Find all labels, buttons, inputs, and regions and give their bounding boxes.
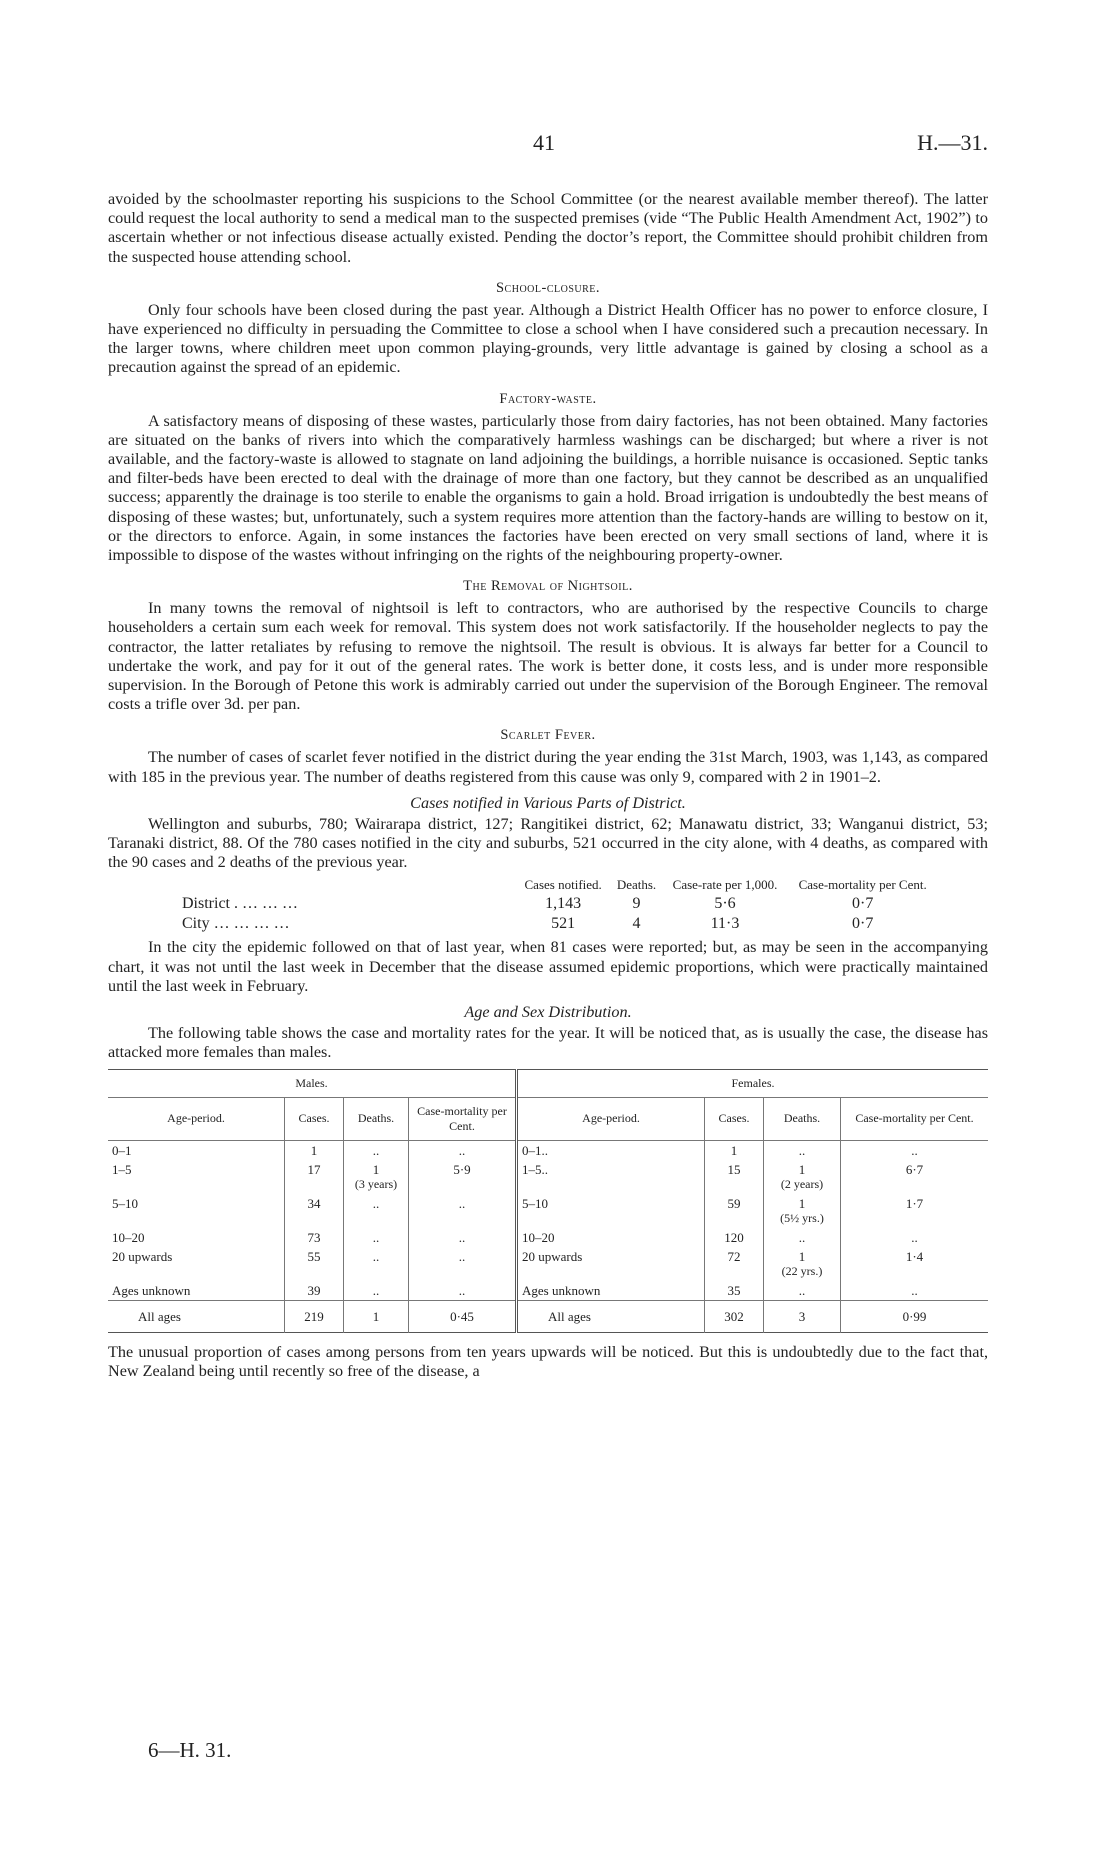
summary-deaths: 9 <box>632 895 641 913</box>
summary-header-rate: Case-rate per 1,000. <box>672 877 778 893</box>
female-age-period: All ages <box>517 1300 705 1332</box>
female-cases: 302 <box>705 1300 764 1332</box>
page-header <box>108 130 988 166</box>
table-row <box>108 1247 988 1281</box>
male-age-period: Ages unknown <box>112 1282 191 1298</box>
summary-cases: 521 <box>551 915 576 933</box>
male-deaths: .. <box>344 1228 409 1247</box>
females-header: Females. <box>517 1069 989 1097</box>
male-cases: 219 <box>285 1300 344 1332</box>
col-age-period: Age-period. <box>108 1097 285 1140</box>
summary-header-mortality: Case-mortality per Cent. <box>798 877 927 893</box>
male-age-period: 10–20 <box>112 1229 145 1245</box>
female-cases: 59 <box>705 1194 764 1228</box>
female-age-period: 5–10 <box>517 1194 705 1228</box>
age-sex-table <box>108 1069 988 1333</box>
male-cases: 73 <box>285 1228 344 1247</box>
female-deaths: 3 <box>764 1300 841 1332</box>
summary-row-label: District . … … … <box>182 895 298 913</box>
female-cases: 15 <box>705 1160 764 1194</box>
female-case-mortality: 6·7 <box>841 1160 989 1194</box>
summary-header-deaths: Deaths. <box>616 877 657 893</box>
table-row <box>108 1228 988 1247</box>
col-cases: Cases. <box>705 1097 764 1140</box>
section-heading-factory-waste: Factory-waste. <box>499 390 597 407</box>
col-deaths: Deaths. <box>344 1097 409 1140</box>
male-age-period: 20 upwards <box>112 1248 173 1264</box>
paragraph-cases-notified: Wellington and suburbs, 780; Wairarapa district, 127; Rangitikei district, 62; Manawatu district, 33; Wanganui district, 53; Taranaki district, 88. Of the 780 cases notified in the city and suburbs, 521 occurred in the city alone, with 4 deaths, as compared with the 90 cases and 2 deaths of the previous year. <box>108 814 988 872</box>
female-deaths: .. <box>764 1140 841 1160</box>
males-header: Males. <box>108 1069 517 1097</box>
paragraph-scarlet-fever: The number of cases of scarlet fever notified in the district during the year ending the 31st March, 1903, was 1,143, as compared with 185 in the previous year. The number of deaths registered from this cause was only 9, compared with 2 in 1901–2. <box>108 748 988 786</box>
summary-cases: 1,143 <box>545 895 582 913</box>
page-number: 41 <box>533 130 555 155</box>
table-row-total <box>108 1300 988 1332</box>
female-age-period: 10–20 <box>517 1228 705 1247</box>
summary-header-cases: Cases notified. <box>524 877 602 893</box>
summary-row-label: City … … … … <box>182 915 290 933</box>
female-deaths: 1 (2 years) <box>764 1160 841 1194</box>
table-row <box>108 1140 988 1160</box>
female-cases: 35 <box>705 1281 764 1301</box>
summary-header-blank <box>178 876 516 894</box>
table-row <box>178 914 938 934</box>
male-cases: 34 <box>285 1194 344 1228</box>
male-case-mortality: .. <box>409 1140 517 1160</box>
paragraph-nightsoil: In many towns the removal of nightsoil is left to contractors, who are authorised by the respective Councils to charge householders a certain sum each week for removal. This system does not work satisfactorily. If the householder neglects to pay the contractor, the latter retaliates by refusing to remove the nightsoil. The result is obvious. It is always far better for a Council to undertake the work, and pay for it out of the general rates. The work is better done, it costs less, and is under more responsible supervision. In the Borough of Petone this work is admirably carried out under the supervision of the Borough Engineer. The removal costs a trifle over 3d. per pan. <box>108 599 988 714</box>
summary-table <box>178 876 938 934</box>
female-age-period: 0–1.. <box>517 1140 705 1160</box>
summary-mortality: 0·7 <box>852 915 874 933</box>
paragraph-school-closure: Only four schools have been closed during the past year. Although a District Health Officer has no power to enforce closure, I have experienced no difficulty in persuading the Committee to close a school when I have considered such a precaution necessary. In the larger towns, where children meet upon common playing-grounds, very little advantage is gained by closing a school as a precaution against the spread of an epidemic. <box>108 300 988 377</box>
summary-mortality: 0·7 <box>852 895 874 913</box>
table-row <box>178 894 938 914</box>
female-cases: 72 <box>705 1247 764 1281</box>
male-cases: 17 <box>285 1160 344 1194</box>
subheading-age-sex: Age and Sex Distribution. <box>464 1003 632 1022</box>
female-cases: 1 <box>705 1140 764 1160</box>
col-age-period: Age-period. <box>517 1097 705 1140</box>
paragraph-age-sex: The following table shows the case and mortality rates for the year. It will be noticed that, as is usually the case, the disease has attacked more females than males. <box>108 1024 988 1062</box>
document-reference: H.—31. <box>917 130 988 155</box>
female-case-mortality: .. <box>841 1140 989 1160</box>
male-age-period: 5–10 <box>112 1195 138 1211</box>
col-deaths: Deaths. <box>764 1097 841 1140</box>
female-case-mortality: 1·4 <box>841 1247 989 1281</box>
female-deaths: 1 (22 yrs.) <box>764 1247 841 1281</box>
paragraph-factory-waste: A satisfactory means of disposing of these wastes, particularly those from dairy factories, has not been obtained. Many factories are situated on the banks of rivers into which the comparatively harmless washings can be discharged; but where a river is not available, and the factory-waste is allowed to stagnate on land adjoining the buildings, a horrible nuisance is occasioned. Septic tanks and filter-beds have been erected to deal with the drainage of more than one factory, but they cannot be described as an unqualified success; apparently the drainage is too sterile to enable the organisms to gain a hold. Broad irrigation is undoubtedly the best means of disposing of these wastes; but, unfortunately, such a system requires more attention than the factory-hands are willing to bestow on it, or the directors to enforce. Again, in some instances the factories have been erected on very small sections of land, where it is impossible to dispose of the wastes without infringing on the rights of the neighbouring property-owner. <box>108 411 988 565</box>
table-row <box>108 1160 988 1194</box>
male-deaths: 1 <box>344 1300 409 1332</box>
male-deaths: .. <box>344 1140 409 1160</box>
leader-dots: . … … … <box>234 895 298 913</box>
male-case-mortality: 5·9 <box>409 1160 517 1194</box>
female-cases: 120 <box>705 1228 764 1247</box>
female-case-mortality: 0·99 <box>841 1300 989 1332</box>
male-case-mortality: .. <box>409 1228 517 1247</box>
subheading-cases-notified: Cases notified in Various Parts of District. <box>410 793 686 812</box>
section-heading-scarlet-fever: Scarlet Fever. <box>500 727 596 744</box>
female-deaths: .. <box>764 1281 841 1301</box>
female-case-mortality: .. <box>841 1281 989 1301</box>
col-case-mortality: Case-mortality per Cent. <box>841 1097 989 1140</box>
male-deaths: .. <box>344 1247 409 1281</box>
female-case-mortality: 1·7 <box>841 1194 989 1228</box>
female-deaths: .. <box>764 1228 841 1247</box>
female-age-period: 1–5.. <box>517 1160 705 1194</box>
male-case-mortality: 0·45 <box>409 1300 517 1332</box>
col-cases: Cases. <box>285 1097 344 1140</box>
summary-rate: 5·6 <box>714 895 736 913</box>
paragraph-intro: avoided by the schoolmaster reporting his suspicions to the School Committee (or the nearest available member thereof). The latter could request the local authority to send a medical man to the suspected premises (vide “The Public Health Amendment Act, 1902”) to ascertain whether or not infectious disease actually existed. Pending the doctor’s report, the Committee should prohibit children from the suspected house attending school. <box>108 190 988 266</box>
male-deaths: .. <box>344 1281 409 1301</box>
male-cases: 39 <box>285 1281 344 1301</box>
female-age-period: Ages unknown <box>517 1281 705 1301</box>
document-body <box>108 190 988 1381</box>
female-case-mortality: .. <box>841 1228 989 1247</box>
male-case-mortality: .. <box>409 1281 517 1301</box>
male-case-mortality: .. <box>409 1247 517 1281</box>
male-age-period: 1–5 <box>112 1161 132 1177</box>
male-cases: 55 <box>285 1247 344 1281</box>
summary-rate: 11·3 <box>710 915 740 933</box>
summary-deaths: 4 <box>632 915 641 933</box>
male-age-period: 0–1 <box>112 1142 132 1158</box>
male-case-mortality: .. <box>409 1194 517 1228</box>
female-age-period: 20 upwards <box>517 1247 705 1281</box>
male-cases: 1 <box>285 1140 344 1160</box>
paragraph-city-epidemic: In the city the epidemic followed on that of last year, when 81 cases were reported; but, as may be seen in the accompanying chart, it was not until the last week in December that the disease assumed epidemic proportions, which were practically maintained until the last week in February. <box>108 938 988 995</box>
table-row <box>108 1194 988 1228</box>
footer-signature: 6—H. 31. <box>148 1738 232 1762</box>
table-row <box>108 1281 988 1301</box>
col-case-mortality: Case-mortality per Cent. <box>409 1097 517 1140</box>
female-deaths: 1 (5½ yrs.) <box>764 1194 841 1228</box>
male-age-period: All ages <box>108 1300 285 1332</box>
section-heading-nightsoil: The Removal of Nightsoil. <box>463 578 633 595</box>
male-deaths: 1 (3 years) <box>344 1160 409 1194</box>
leader-dots: … … … … <box>213 915 290 933</box>
paragraph-closing: The unusual proportion of cases among persons from ten years upwards will be noticed. But this is undoubtedly due to the fact that, New Zealand being until recently so free of the disease, a <box>108 1342 988 1380</box>
male-deaths: .. <box>344 1194 409 1228</box>
section-heading-school-closure: School-closure. <box>495 279 601 296</box>
